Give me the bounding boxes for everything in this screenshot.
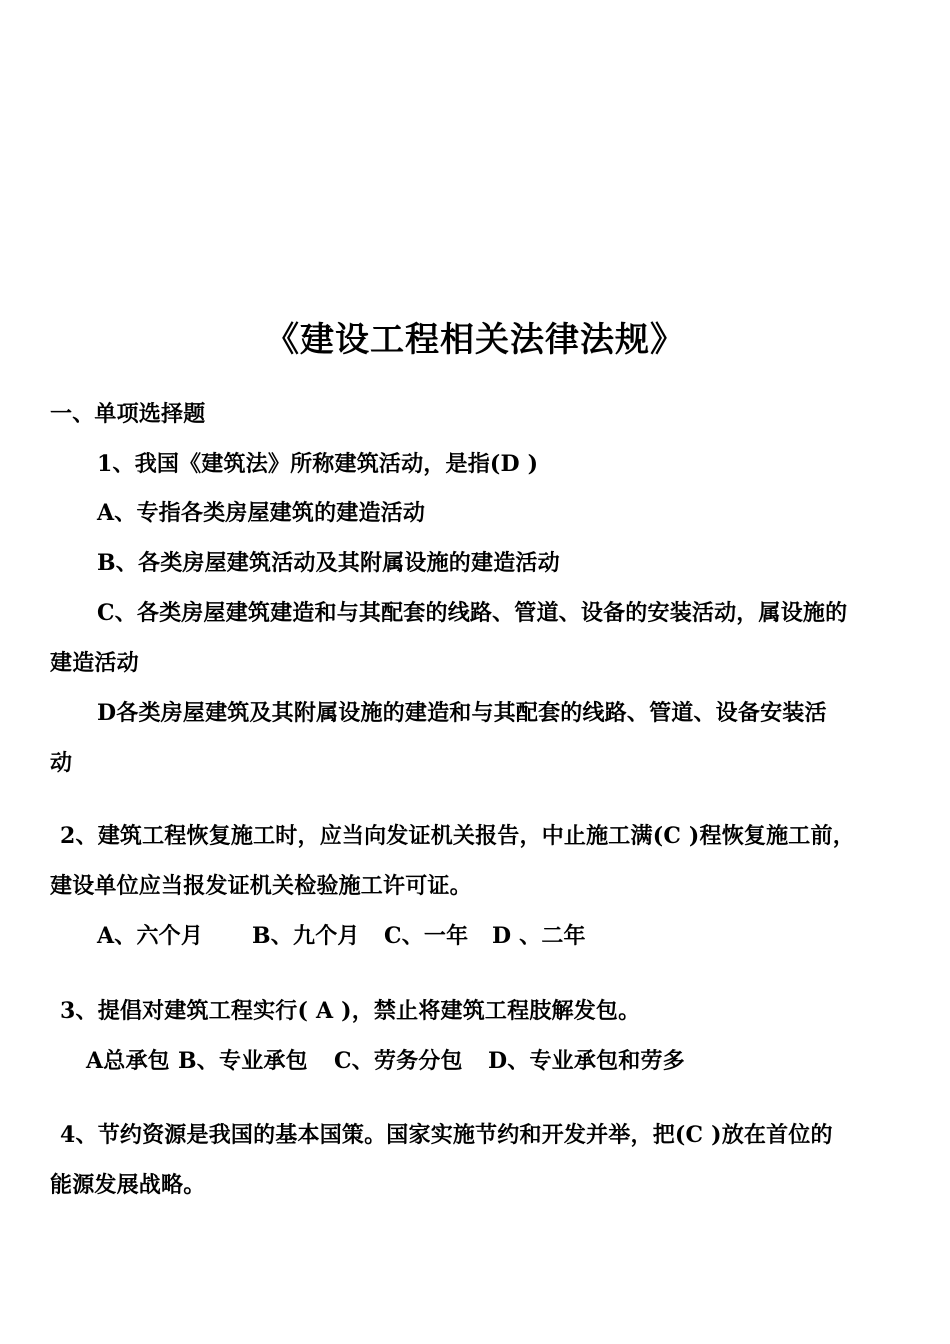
question-2-option-d: D 、二年 (492, 923, 586, 949)
question-4-stem: 4、节约资源是我国的基本国策。国家实施节约和开发并举，把(C )放在首位的 (60, 1122, 833, 1148)
question-4-stem-continued: 能源发展战略。 (50, 1172, 206, 1198)
question-1-option-b: B、各类房屋建筑活动及其附属设施的建造活动 (97, 550, 560, 576)
question-3-option-a: A总承包 (86, 1048, 170, 1074)
question-1-option-d-continued: 动 (50, 750, 73, 776)
question-2-stem-continued: 建设单位应当报发证机关检验施工许可证。 (50, 873, 472, 899)
question-3-stem: 3、提倡对建筑工程实行( A )，禁止将建筑工程肢解发包。 (60, 998, 641, 1024)
question-3-option-d: D、专业承包和劳多 (488, 1048, 685, 1074)
question-1-stem: 1、我国《建筑法》所称建筑活动，是指(D ) (97, 451, 539, 477)
document-title: 《建设工程相关法律法规》 (265, 320, 685, 360)
question-2-option-b: B、九个月 (252, 923, 360, 949)
question-2-stem: 2、建筑工程恢复施工时，应当向发证机关报告，中止施工满(C )程恢复施工前， (60, 823, 855, 849)
question-3-option-c: C、劳务分包 (334, 1048, 463, 1074)
question-1-option-c-continued: 建造活动 (50, 650, 139, 676)
question-1-option-a: A、专指各类房屋建筑的建造活动 (97, 500, 426, 526)
section-heading: 一、单项选择题 (50, 401, 206, 427)
question-1-option-d: D各类房屋建筑及其附属设施的建造和与其配套的线路、管道、设备安装活 (97, 700, 827, 726)
question-1-option-c: C、各类房屋建筑建造和与其配套的线路、管道、设备的安装活动，属设施的 (97, 600, 848, 626)
question-3-option-b: B、专业承包 (178, 1048, 308, 1074)
question-2-option-a: A、六个月 (97, 923, 204, 949)
question-2-option-c: C、一年 (384, 923, 469, 949)
